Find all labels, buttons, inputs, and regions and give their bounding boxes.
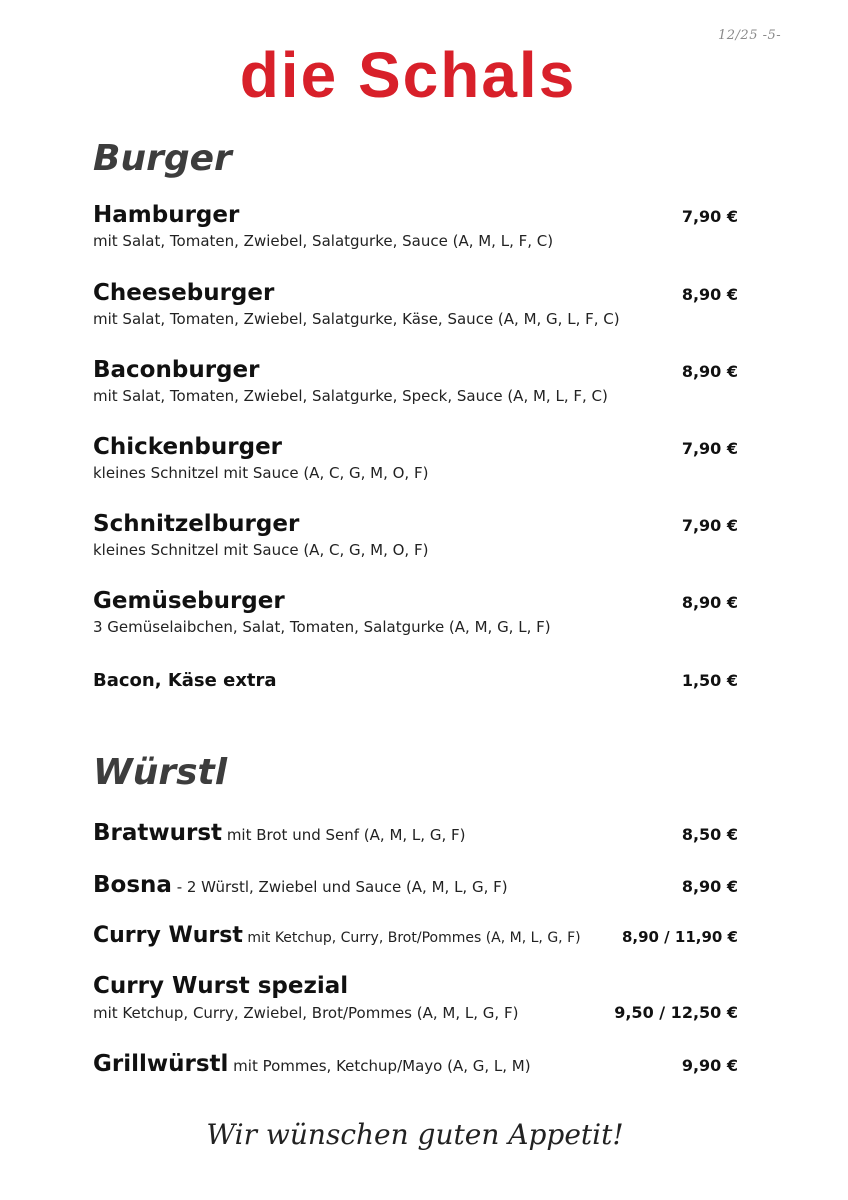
menu-item-schnitzelburger: [93, 511, 738, 559]
item-price: 8,90 €: [681, 877, 738, 896]
item-name: Gemüseburger: [93, 588, 285, 614]
item-description: kleines Schnitzel mit Sauce (A, C, G, M, O, F): [93, 464, 429, 482]
item-price: 9,90 €: [681, 1056, 738, 1075]
item-price: 8,90 €: [681, 285, 738, 304]
item-price: 8,90 / 11,90 €: [621, 928, 738, 946]
item-price: 1,50 €: [681, 671, 738, 690]
menu-item-hamburger: [93, 202, 738, 250]
item-price: 8,90 €: [681, 362, 738, 381]
item-description: mit Salat, Tomaten, Zwiebel, Salatgurke, Käse, Sauce (A, M, G, L, F, C): [93, 310, 620, 328]
menu-item-gemuseburger: [93, 588, 738, 636]
item-name: Hamburger: [93, 202, 240, 228]
item-name: Bosna: [93, 872, 172, 898]
closing-greeting: Wir wünschen guten Appetit!: [206, 1118, 624, 1151]
menu-item-cheeseburger: [93, 280, 738, 328]
item-name: Bacon, Käse extra: [93, 670, 277, 691]
menu-item-curry-wurst: [93, 923, 738, 948]
item-name: Baconburger: [93, 357, 260, 383]
menu-item-curry-wurst-spezial: [93, 973, 738, 1022]
menu-item-grillwurstl: [93, 1051, 738, 1077]
menu-item-bratwurst: [93, 820, 738, 846]
item-price: 7,90 €: [681, 516, 738, 535]
menu-item-extra: [93, 670, 738, 691]
item-price: 8,90 €: [681, 593, 738, 612]
item-name: Schnitzelburger: [93, 511, 300, 537]
item-price: 8,50 €: [681, 825, 738, 844]
item-name: Curry Wurst: [93, 923, 243, 948]
item-description: 3 Gemüselaibchen, Salat, Tomaten, Salatgurke (A, M, G, L, F): [93, 618, 551, 636]
item-description: mit Brot und Senf (A, M, L, G, F): [222, 826, 466, 844]
menu-item-chickenburger: [93, 434, 738, 482]
section-title-burger: Burger: [93, 138, 232, 179]
menu-item-bosna: [93, 872, 738, 898]
item-description: mit Salat, Tomaten, Zwiebel, Salatgurke, Sauce (A, M, L, F, C): [93, 232, 554, 250]
item-price: 7,90 €: [681, 439, 738, 458]
item-description: mit Salat, Tomaten, Zwiebel, Salatgurke, Speck, Sauce (A, M, L, F, C): [93, 387, 608, 405]
item-description: mit Ketchup, Curry, Zwiebel, Brot/Pommes (A, M, L, G, F): [93, 1004, 519, 1022]
restaurant-name: die Schals: [239, 39, 577, 111]
item-name: Cheeseburger: [93, 280, 275, 306]
item-name: Grillwürstl: [93, 1051, 229, 1077]
menu-item-baconburger: [93, 357, 738, 405]
item-name: Curry Wurst spezial: [93, 973, 349, 999]
item-name: Chickenburger: [93, 434, 283, 460]
page-reference: 12/25 -5-: [718, 28, 782, 43]
item-price: 9,50 / 12,50 €: [614, 1003, 738, 1022]
item-price: 7,90 €: [681, 207, 738, 226]
item-description: mit Ketchup, Curry, Brot/Pommes (A, M, L, G, F): [242, 930, 581, 946]
item-description: mit Pommes, Ketchup/Mayo (A, G, L, M): [228, 1057, 531, 1075]
item-name: Bratwurst: [93, 820, 223, 846]
item-description: kleines Schnitzel mit Sauce (A, C, G, M, O, F): [93, 541, 429, 559]
section-title-wurstl: Würstl: [93, 752, 228, 793]
item-description: - 2 Würstl, Zwiebel und Sauce (A, M, L, G, F): [171, 878, 508, 896]
